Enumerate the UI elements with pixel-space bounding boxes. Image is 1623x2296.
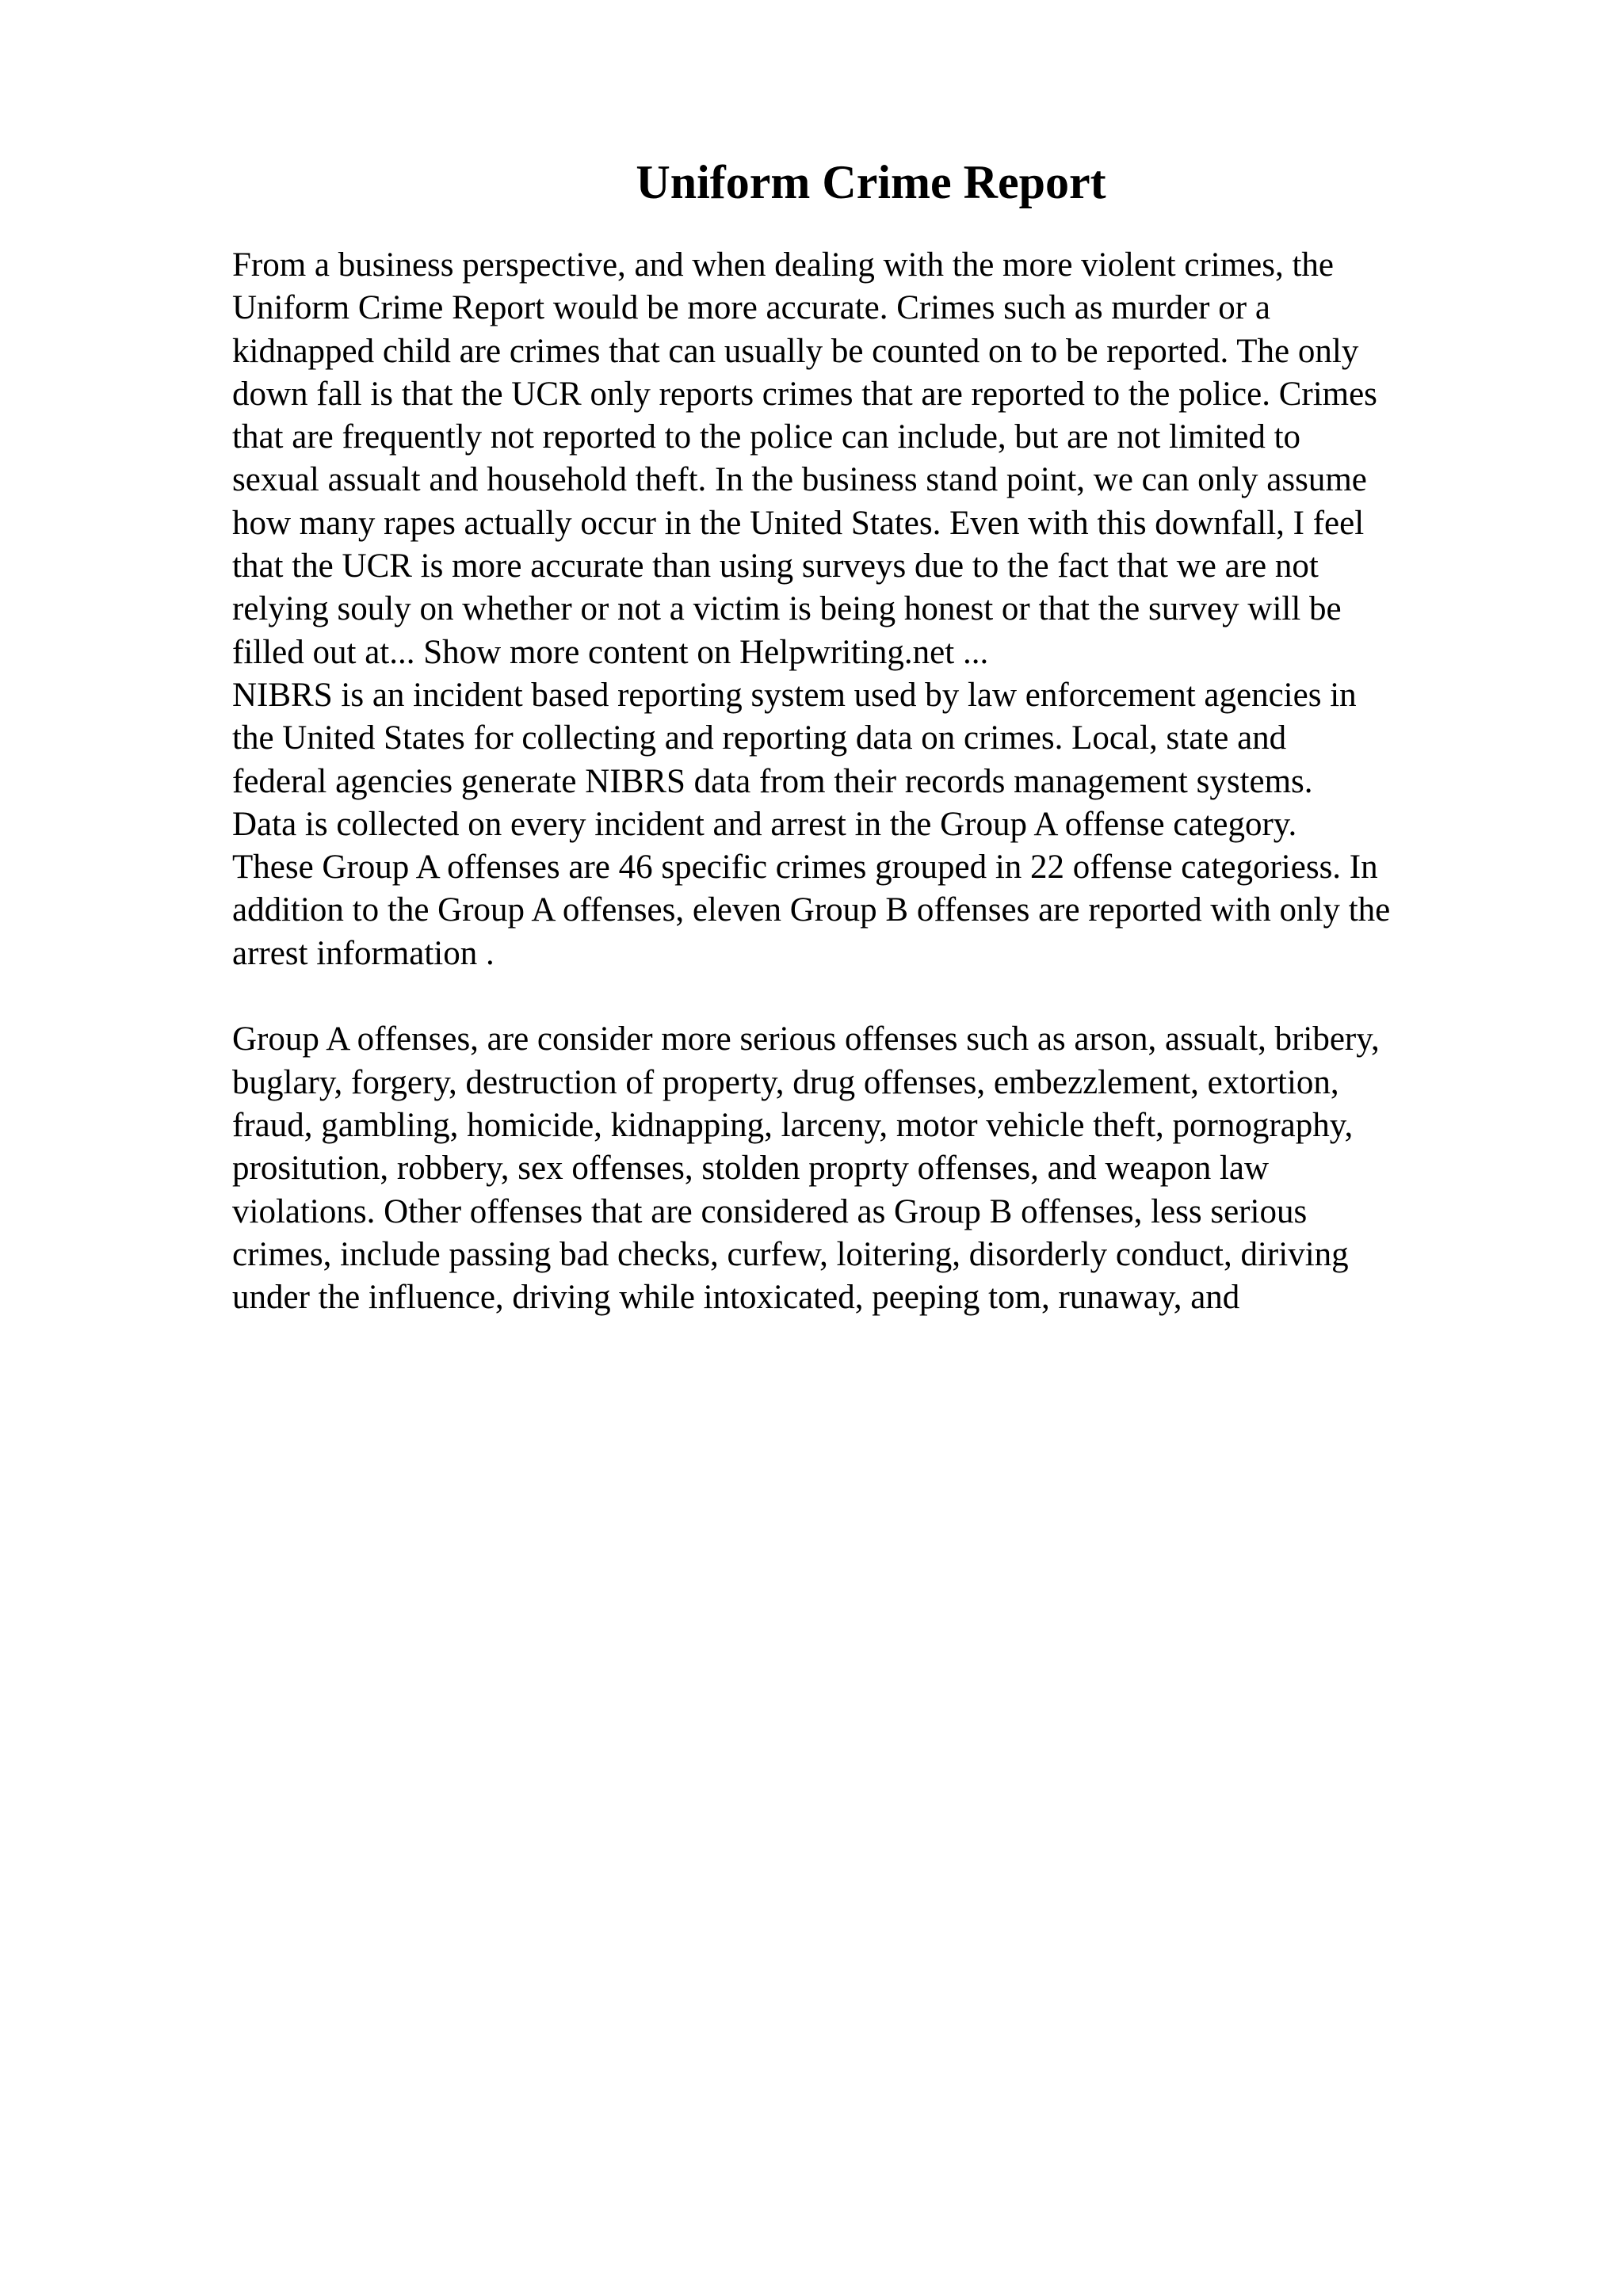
text-line: NIBRS is an incident based reporting system used by law enforcement agencies in xyxy=(232,676,1357,714)
text-line: addition to the Group A offenses, eleven Group B offenses are reported with only the xyxy=(232,891,1391,929)
text-line: federal agencies generate NIBRS data from their records management systems. xyxy=(232,762,1313,800)
text-line: kidnapped child are crimes that can usually be counted on to be reported. The only xyxy=(232,332,1359,370)
text-line: Group A offenses, are consider more serious offenses such as arson, assualt, bribery, xyxy=(232,1020,1380,1058)
text-line: fraud, gambling, homicide, kidnapping, larceny, motor vehicle theft, pornography, xyxy=(232,1106,1354,1144)
text-line: relying souly on whether or not a victim is being honest or that the survey will be xyxy=(232,590,1342,628)
text-line: that the UCR is more accurate than using surveys due to the fact that we are not xyxy=(232,547,1319,585)
text-line: Data is collected on every incident and arrest in the Group A offense category. xyxy=(232,805,1297,843)
paragraph-spacer xyxy=(232,975,1516,1018)
text-line: that are frequently not reported to the police can include, but are not limited to xyxy=(232,418,1301,456)
text-line: arrest information . xyxy=(232,934,495,972)
paragraph-nibrs xyxy=(232,674,1516,975)
text-line: filled out at... Show more content on Helpwriting.net ... xyxy=(232,633,989,671)
text-line: From a business perspective, and when dealing with the more violent crimes, the xyxy=(232,246,1334,284)
text-line: Uniform Crime Report would be more accurate. Crimes such as murder or a xyxy=(232,289,1270,327)
text-line: how many rapes actually occur in the United States. Even with this downfall, I feel xyxy=(232,504,1365,542)
text-line: under the influence, driving while intoxicated, peeping tom, runaway, and xyxy=(232,1279,1240,1317)
text-line: down fall is that the UCR only reports crimes that are reported to the police. Crimes xyxy=(232,375,1377,413)
document-body xyxy=(232,244,1516,1319)
text-line: sexual assualt and household theft. In the business stand point, we can only assume xyxy=(232,461,1367,499)
text-line: These Group A offenses are 46 specific crimes grouped in 22 offense categoriess. In xyxy=(232,849,1378,887)
document-title: Uniform Crime Report xyxy=(636,156,1106,208)
text-line: the United States for collecting and reporting data on crimes. Local, state and xyxy=(232,719,1287,757)
paragraph-group-offenses xyxy=(232,1018,1516,1319)
text-line: violations. Other offenses that are considered as Group B offenses, less serious xyxy=(232,1192,1308,1230)
text-line: crimes, include passing bad checks, curfew, loitering, disorderly conduct, diriving xyxy=(232,1235,1349,1273)
paragraph-ucr xyxy=(232,244,1516,674)
text-line: buglary, forgery, destruction of property, drug offenses, embezzlement, extortion, xyxy=(232,1063,1339,1101)
text-line: prositution, robbery, sex offenses, stolden proprty offenses, and weapon law xyxy=(232,1150,1270,1188)
